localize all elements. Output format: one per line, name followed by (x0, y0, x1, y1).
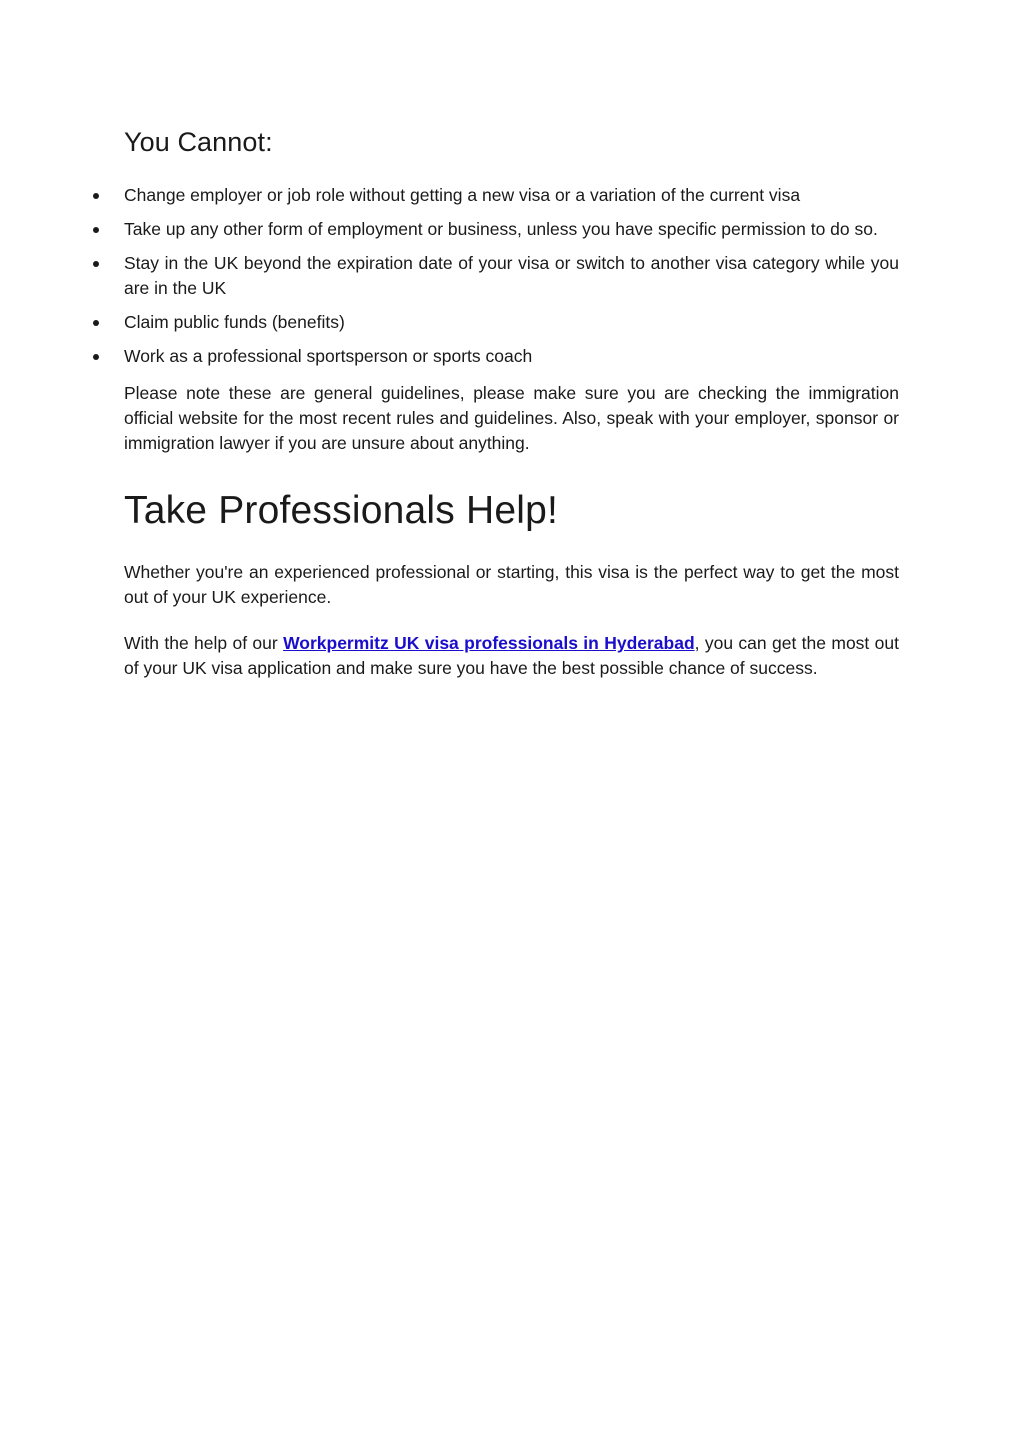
guidelines-note: Please note these are general guidelines, please make sure you are checking the immigration official website for the most recent rules and guidelines. Also, speak with your employer, sponsor or immigration lawyer if you are unsure about anything. (124, 383, 899, 453)
help-paragraph-2-suffix: , you can get the most out of your UK visa application and make sure you have the best possible chance of success. (124, 633, 899, 678)
help-paragraph-2 (124, 631, 899, 681)
bullet-icon (93, 227, 99, 233)
bullet-icon (93, 320, 99, 326)
help-paragraph-2-prefix: With the help of our (124, 633, 284, 653)
bullet-icon (93, 354, 99, 360)
list-item-text: Stay in the UK beyond the expiration date of your visa or switch to another visa category while you are in the UK (124, 253, 899, 298)
list-item-text: Claim public funds (benefits) (124, 312, 345, 332)
bullet-icon (93, 261, 99, 267)
workpermitz-link[interactable]: Workpermitz UK visa professionals in Hyderabad (283, 633, 695, 653)
help-paragraph-1: Whether you're an experienced professional or starting, this visa is the perfect way to get the most out of your UK experience. (124, 562, 899, 607)
list-item (124, 344, 899, 369)
list-item (124, 217, 899, 242)
list-item-text: Work as a professional sportsperson or sports coach (124, 346, 533, 366)
bullet-icon (93, 193, 99, 199)
help-heading: Take Professionals Help! (124, 489, 559, 532)
list-item-text: Change employer or job role without getting a new visa or a variation of the current visa (124, 185, 801, 205)
list-item-text: Take up any other form of employment or business, unless you have specific permission to do so. (124, 219, 878, 239)
you-cannot-heading: You Cannot: (124, 127, 273, 157)
list-item (124, 183, 899, 208)
page-content (124, 122, 899, 702)
list-item (124, 251, 899, 301)
list-item (124, 310, 899, 335)
restrictions-list (124, 183, 899, 369)
